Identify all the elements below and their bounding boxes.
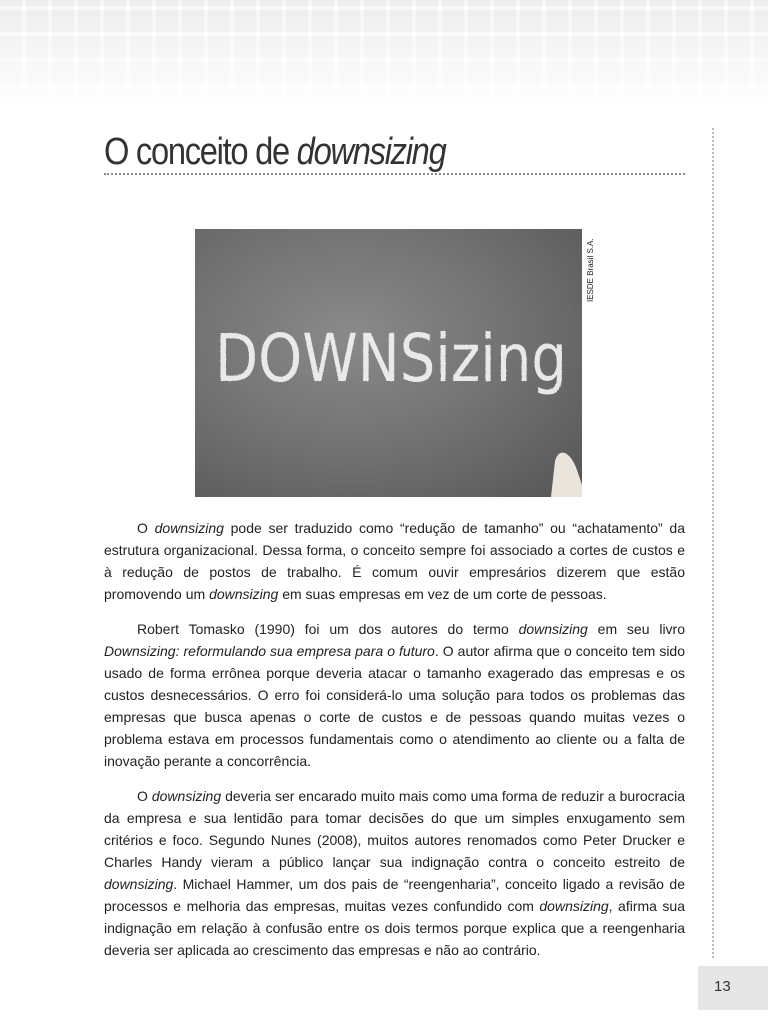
page-number: 13 <box>714 978 731 995</box>
paragraph-2: Robert Tomasko (1990) foi um dos autores do termo downsizing em seu livro Downsizing: reformulando sua empresa para o futuro. O autor afirma que o conceito tem sido usado de forma errônea porque deveria atacar o tamanho exagerado das empresas e os custos desnecessários. O erro foi considerá-lo uma solução para todos os problemas das empresas que busca apenas o corte de custos e de pessoas quando muitas vezes o problema estava em processos fundamentais como o atendimento ao cliente ou a falta de inovação perante a concorrência. <box>104 621 686 769</box>
hand-holding-chalk <box>551 453 582 497</box>
title-dotted-rule <box>104 173 685 175</box>
page-number-tab <box>698 966 768 1010</box>
chalkboard-illustration <box>195 229 582 497</box>
photo-credit: IESDE Brasil S.A. <box>586 238 595 302</box>
page-title-italic: downsizing <box>296 131 446 173</box>
paragraph-1: O downsizing pode ser traduzido como “redução de tamanho” ou “achatamento” da estrutura organizacional. Dessa forma, o conceito sempre foi associado a cortes de custos e à redução de postos de trabalho. É comum ouvir empresários dizerem que estão promovendo um downsizing em suas empresas em vez de um corte de pessoas. <box>104 520 686 602</box>
body-text <box>104 517 685 974</box>
chalkboard-photo <box>195 229 582 497</box>
chalk-word: DOWNSizing <box>215 320 567 397</box>
decorative-header-pattern <box>0 0 768 110</box>
page-title <box>104 126 620 178</box>
margin-dotted-rule <box>712 128 714 958</box>
page-title-plain: O conceito de <box>104 131 297 173</box>
paragraph-3: O downsizing deveria ser encarado muito mais como uma forma de reduzir a burocracia da empresa e sua lentidão para tomar decisões do que um simples enxugamento sem critérios e foco. Segundo Nunes (2008), muitos autores renomados como Peter Drucker e Charles Handy vieram a público lançar sua indignação contra o conceito estreito de downsizing. Michael Hammer, um dos pais de “reengenharia”, conceito ligado a revisão de processos e melhoria das empresas, muitas vezes confundido com downsizing, afirma sua indignação em relação à confusão entre os dois termos porque explica que a reengenharia deveria ser aplicada ao crescimento das empresas e não ao contrário. <box>104 788 686 958</box>
